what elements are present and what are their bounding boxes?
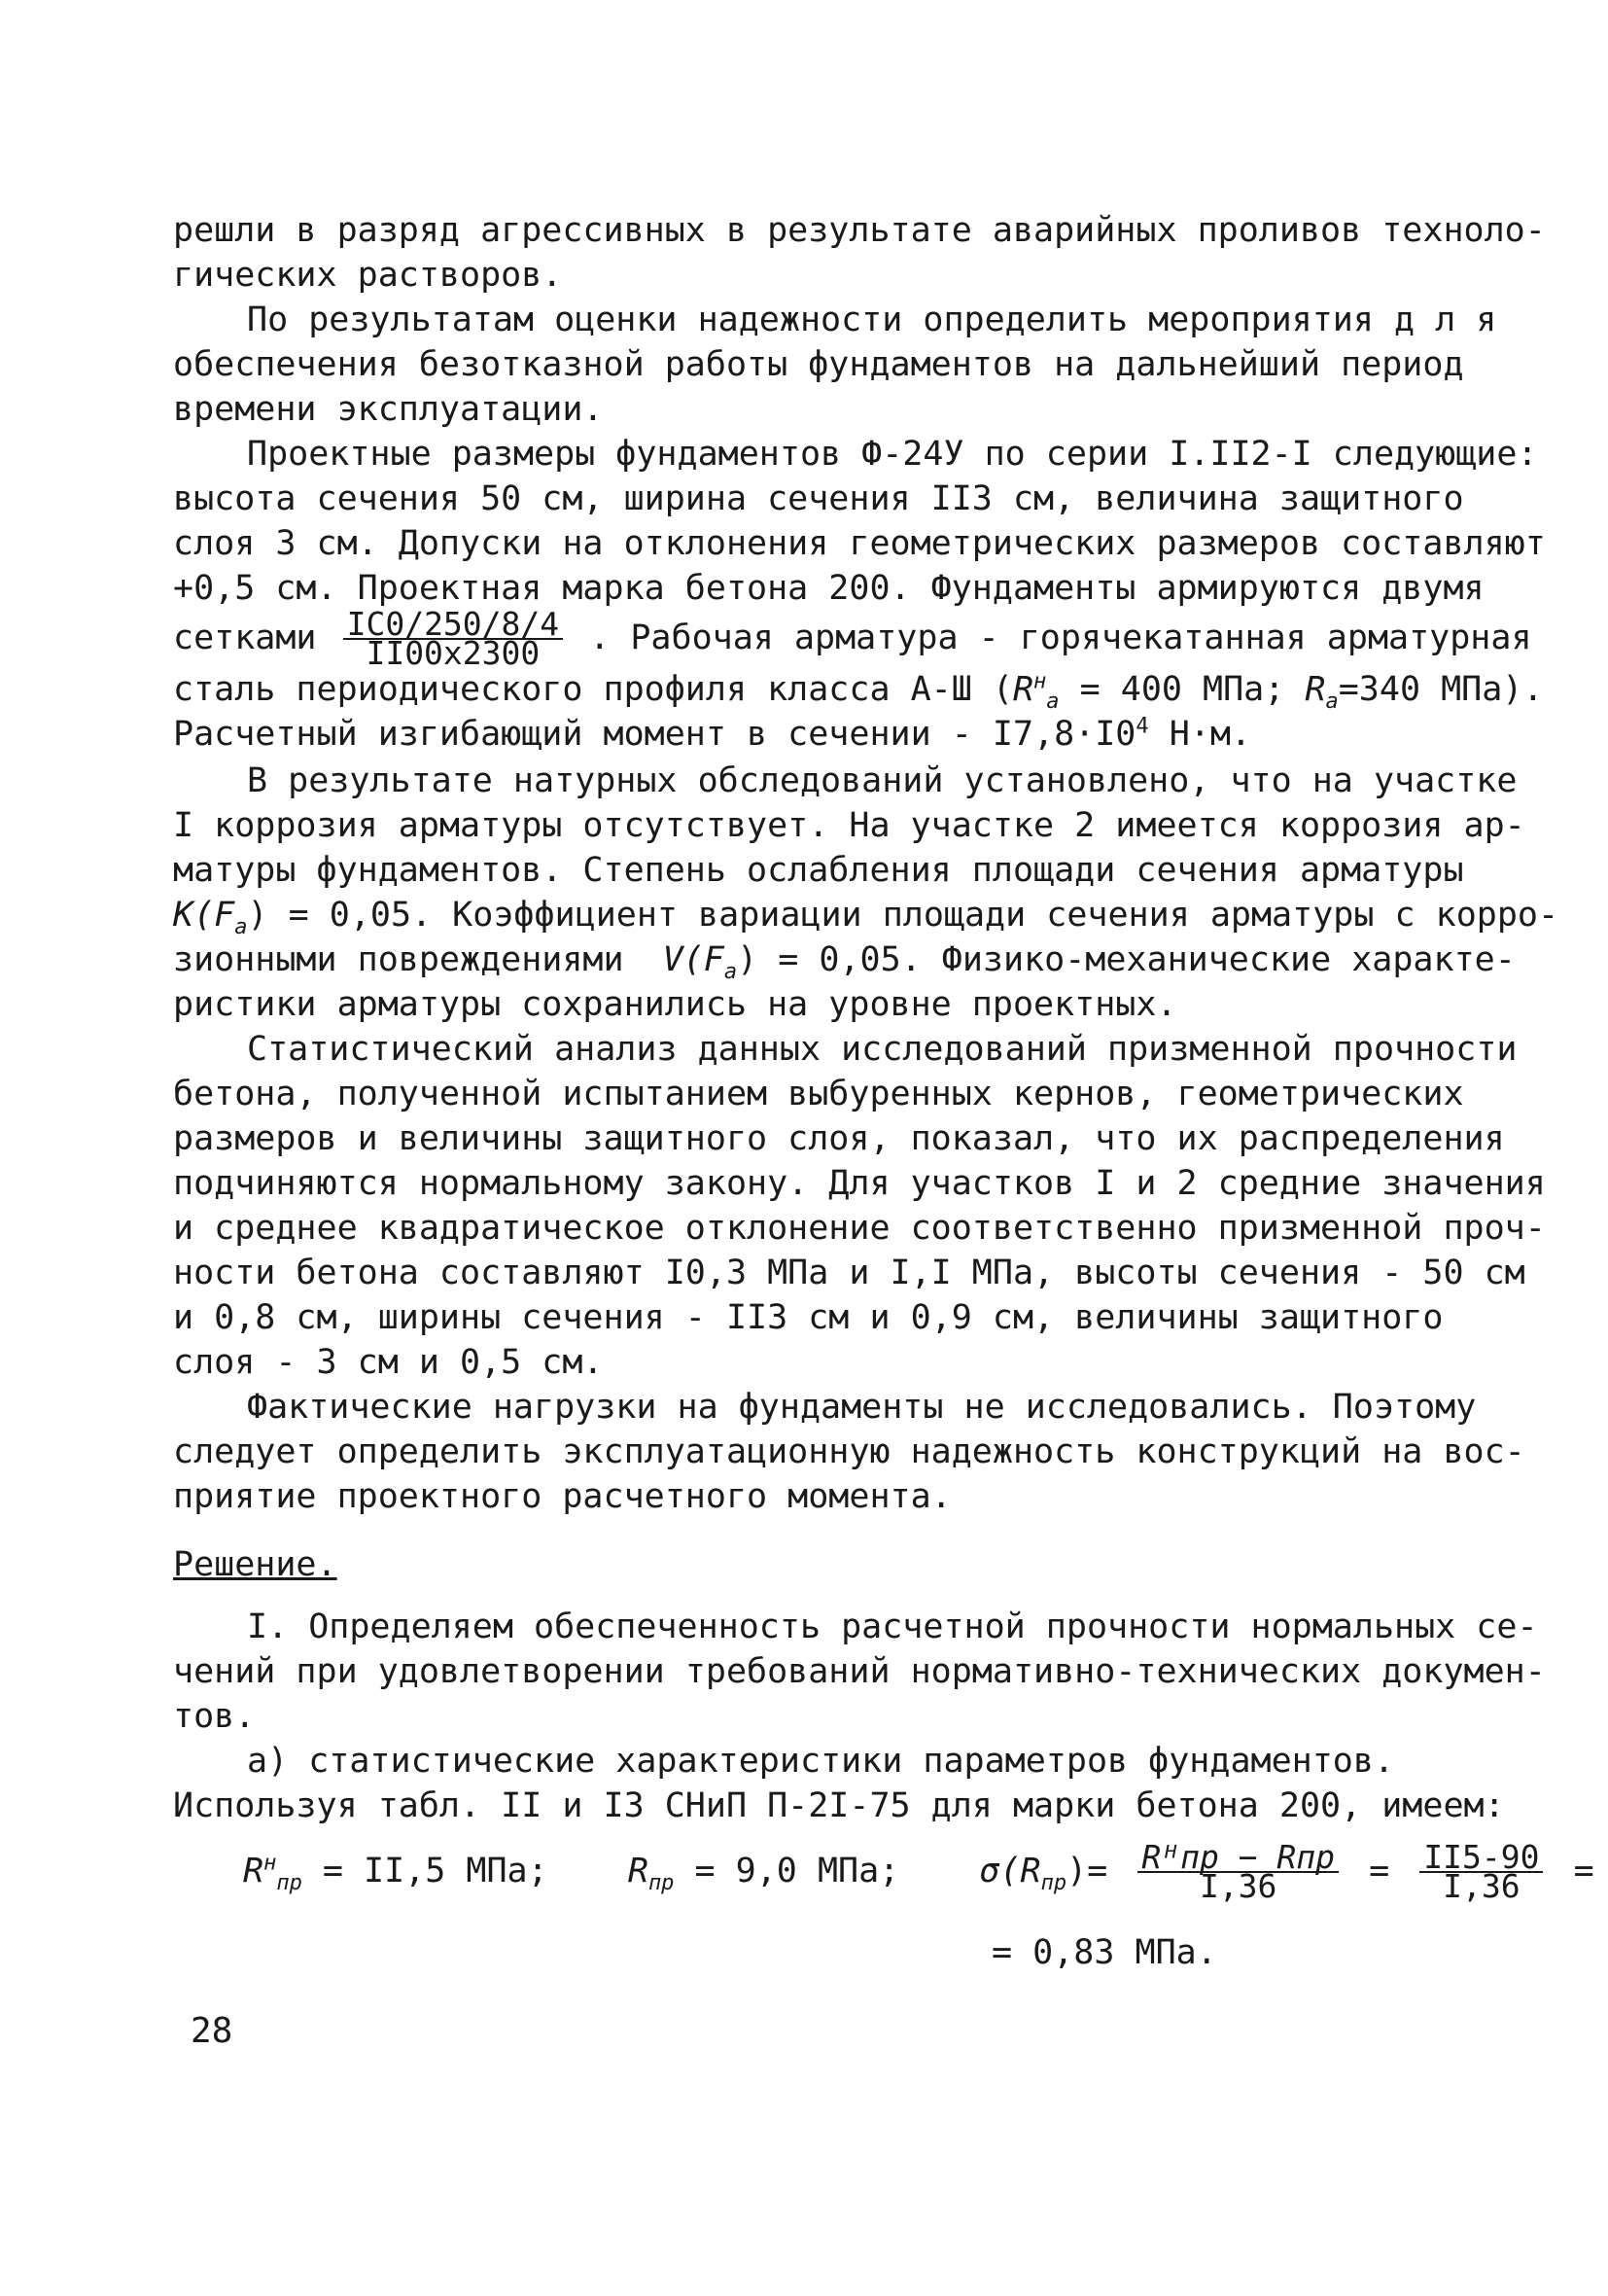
eq-sup: н	[263, 1851, 277, 1876]
text-line: размеров и величины защитного слоя, показал, что их распределения	[173, 1119, 1505, 1158]
text-line-k	[173, 893, 1559, 939]
eq-fraction-2	[1419, 1838, 1543, 1905]
symbol-r: R	[1012, 670, 1034, 709]
text-line: приятие проектного расчетного момента.	[173, 1477, 952, 1516]
mesh-fraction-numerator: IC0/250/8/4	[343, 611, 564, 640]
text-line-mesh	[173, 605, 1532, 672]
text-line: ристики арматуры сохранились на уровне проектных.	[173, 985, 1177, 1024]
moment-unit: Н·м.	[1148, 715, 1251, 754]
equation-result: = 0,83 МПа.	[992, 1933, 1217, 1972]
paragraph-loads	[173, 1385, 1525, 1519]
text-line: Используя табл. II и I3 СНиП П-2I-75 для марки бетона 200, имеем:	[173, 1786, 1505, 1825]
eq-fraction-2-numerator: II5-90	[1419, 1844, 1543, 1873]
eq-equals: =	[1573, 1852, 1594, 1890]
text-line: решли в разряд агрессивных в результате аварийных проливов техноло-	[173, 211, 1546, 250]
v-label: зионными повреждениями	[173, 940, 624, 979]
text-line: времени эксплуатации.	[173, 390, 604, 429]
eq-fraction-2-denominator: I,36	[1443, 1867, 1521, 1905]
text-line: слоя - 3 см и 0,5 см.	[173, 1343, 604, 1382]
symbol-v: V(F	[662, 940, 724, 979]
text-line: и среднее квадратическое отклонение соответственно призменной проч-	[173, 1209, 1546, 1248]
text-line: гических растворов.	[173, 256, 563, 295]
paragraph-intro	[173, 208, 1546, 298]
text-line: В результате натурных обследований установлено, что на участке	[247, 761, 1518, 800]
text-line: следует определить эксплуатационную надежность конструкций на вос-	[173, 1432, 1525, 1471]
symbol-sup: н	[1033, 669, 1047, 694]
eq-fraction-1-numerator: Rᴴпр − Rпр	[1137, 1844, 1339, 1873]
page-number: 28	[191, 2011, 233, 2051]
eq-equals: =	[1369, 1852, 1390, 1890]
text-line: Статистический анализ данных исследований призменной прочности	[247, 1030, 1518, 1069]
text-line: и 0,8 см, ширины сечения - II3 см и 0,9 см, величины защитного	[173, 1298, 1444, 1337]
text-line: чений при удовлетворении требований нормативно-технических докумен-	[173, 1652, 1546, 1691]
text-line: ности бетона составляют I0,3 МПа и I,I МПа, высоты сечения - 50 см	[173, 1254, 1525, 1292]
moment-exponent: 4	[1136, 714, 1149, 739]
text-line: бетона, полученной испытанием выбуренных кернов, геометрических	[173, 1075, 1464, 1113]
eq-symbol-r: R	[243, 1852, 264, 1890]
mesh-fraction-denominator: II00x2300	[366, 634, 541, 672]
mesh-fraction	[343, 605, 564, 672]
mesh-label: сетками	[173, 618, 317, 657]
eq-sigma-close: )=	[1066, 1852, 1108, 1890]
step-1	[173, 1605, 1546, 1739]
symbol-r: R	[1305, 670, 1326, 709]
text-line: а) статистические характеристики параметров фундаментов.	[247, 1742, 1395, 1781]
eq-value: = II,5 МПа;	[301, 1852, 548, 1890]
eq-value: = 9,0 МПа;	[674, 1852, 900, 1890]
step-1a	[173, 1739, 1505, 1828]
text-line: тов.	[173, 1697, 256, 1736]
text-line-steel	[173, 667, 1544, 714]
text-line: Проектные размеры фундаментов Ф-24У по серии I.II2-I следующие:	[247, 435, 1538, 474]
text-line: I коррозия арматуры отсутствует. На участке 2 имеется коррозия ар-	[173, 806, 1525, 845]
equation-line	[243, 1838, 1594, 1905]
text-line: +0,5 см. Проектная марка бетона 200. Фундаменты армируются двумя	[173, 569, 1485, 608]
text-line: обеспечения безотказной работы фундаментов на дальнейший период	[173, 345, 1464, 384]
solution-heading: Решение.	[173, 1545, 337, 1584]
eq-sub: пр	[276, 1871, 302, 1895]
steel-value: =340 МПа).	[1338, 670, 1544, 709]
symbol-sub: a	[1046, 689, 1060, 714]
mesh-text: . Рабочая арматура - горячекатанная арматурная	[589, 618, 1532, 657]
symbol-k: K(F	[173, 896, 235, 935]
text-line: подчиняются нормальному закону. Для участков I и 2 средние значения	[173, 1164, 1546, 1203]
symbol-sub: a	[1325, 689, 1339, 714]
eq-fraction-1	[1137, 1838, 1339, 1905]
eq-sub: пр	[647, 1871, 675, 1895]
text-line: матуры фундаментов. Степень ослабления площади сечения арматуры	[173, 851, 1464, 890]
steel-value: = 400 МПа;	[1059, 670, 1285, 709]
k-text: ) = 0,05. Коэффициент вариации площади сечения арматуры с корро-	[247, 896, 1559, 935]
paragraph-survey	[173, 759, 1559, 1027]
paragraph-statistics	[173, 1027, 1546, 1385]
text-line: По результатам оценки надежности определить мероприятия д л я	[247, 300, 1497, 339]
text-line: Фактические нагрузки на фундаменты не исследовались. Поэтому	[247, 1388, 1477, 1427]
steel-text: сталь периодического профиля класса А-Ш (	[173, 670, 1013, 709]
text-line: слоя 3 см. Допуски на отклонения геометрических размеров составляют	[173, 524, 1546, 563]
eq-symbol-r: R	[627, 1852, 648, 1890]
symbol-sub: a	[234, 915, 248, 939]
text-line-v	[173, 937, 1516, 984]
text-line: I. Определяем обеспеченность расчетной прочности нормальных се-	[247, 1607, 1538, 1646]
eq-sigma: σ(R	[979, 1852, 1041, 1890]
symbol-sub: a	[723, 960, 738, 984]
moment-text: Расчетный изгибающий момент в сечении - I7,8·I0	[173, 715, 1136, 754]
text-line-moment	[173, 712, 1437, 757]
text-line: высота сечения 50 см, ширина сечения II3 см, величина защитного	[173, 479, 1464, 518]
eq-sub: пр	[1040, 1871, 1067, 1895]
v-text: ) = 0,05. Физико-механические характе-	[737, 940, 1516, 979]
paragraph-goal	[173, 298, 1497, 432]
paragraph-design-dimensions	[173, 432, 1546, 757]
eq-fraction-1-denominator: I,36	[1199, 1867, 1277, 1905]
